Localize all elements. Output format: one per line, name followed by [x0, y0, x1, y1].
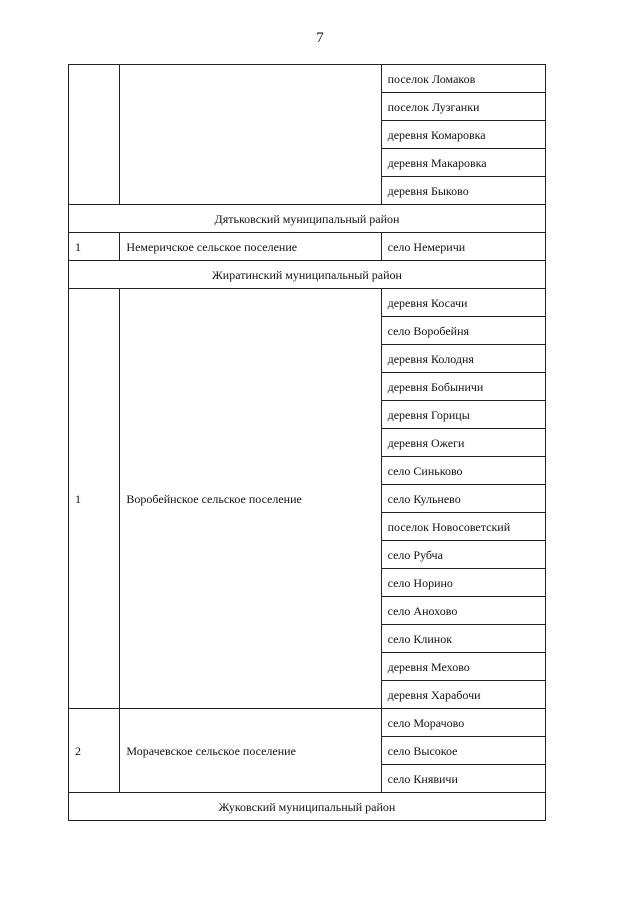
locality: деревня Колодня: [381, 345, 545, 373]
locality: деревня Комаровка: [381, 121, 545, 149]
settlements-table: [68, 64, 546, 821]
table-row: [69, 233, 546, 261]
locality: село Княвичи: [381, 765, 545, 793]
district-name: Жуковский муниципальный район: [69, 793, 546, 821]
locality: село Воробейня: [381, 317, 545, 345]
settlement-name: [120, 65, 381, 205]
locality: деревня Ожеги: [381, 429, 545, 457]
settlement-name: Воробейнское сельское поселение: [120, 289, 381, 709]
page-number: 7: [316, 30, 324, 46]
locality: поселок Ломаков: [381, 65, 545, 93]
district-name: Дятьковский муниципальный район: [69, 205, 546, 233]
locality: село Высокое: [381, 737, 545, 765]
locality: деревня Мехово: [381, 653, 545, 681]
locality: село Немеричи: [381, 233, 545, 261]
row-number: 1: [69, 233, 120, 261]
settlement-name: Морачевское сельское поселение: [120, 709, 381, 793]
district-header-row: [69, 205, 546, 233]
locality: село Анохово: [381, 597, 545, 625]
row-number: [69, 65, 120, 205]
locality: село Кульнево: [381, 485, 545, 513]
locality: село Рубча: [381, 541, 545, 569]
table-row: [69, 65, 546, 93]
locality: село Норино: [381, 569, 545, 597]
locality: деревня Горицы: [381, 401, 545, 429]
locality: село Морачово: [381, 709, 545, 737]
row-number: 2: [69, 709, 120, 793]
locality: деревня Харабочи: [381, 681, 545, 709]
table-row: [69, 289, 546, 317]
locality: деревня Макаровка: [381, 149, 545, 177]
district-header-row: [69, 793, 546, 821]
locality: село Синьково: [381, 457, 545, 485]
locality: поселок Лузганки: [381, 93, 545, 121]
district-header-row: [69, 261, 546, 289]
locality: деревня Бобыничи: [381, 373, 545, 401]
locality: село Клинок: [381, 625, 545, 653]
table-row: [69, 709, 546, 737]
settlement-name: Немеричское сельское поселение: [120, 233, 381, 261]
locality: поселок Новосоветский: [381, 513, 545, 541]
row-number: 1: [69, 289, 120, 709]
locality: деревня Быково: [381, 177, 545, 205]
district-name: Жиратинский муниципальный район: [69, 261, 546, 289]
locality: деревня Косачи: [381, 289, 545, 317]
